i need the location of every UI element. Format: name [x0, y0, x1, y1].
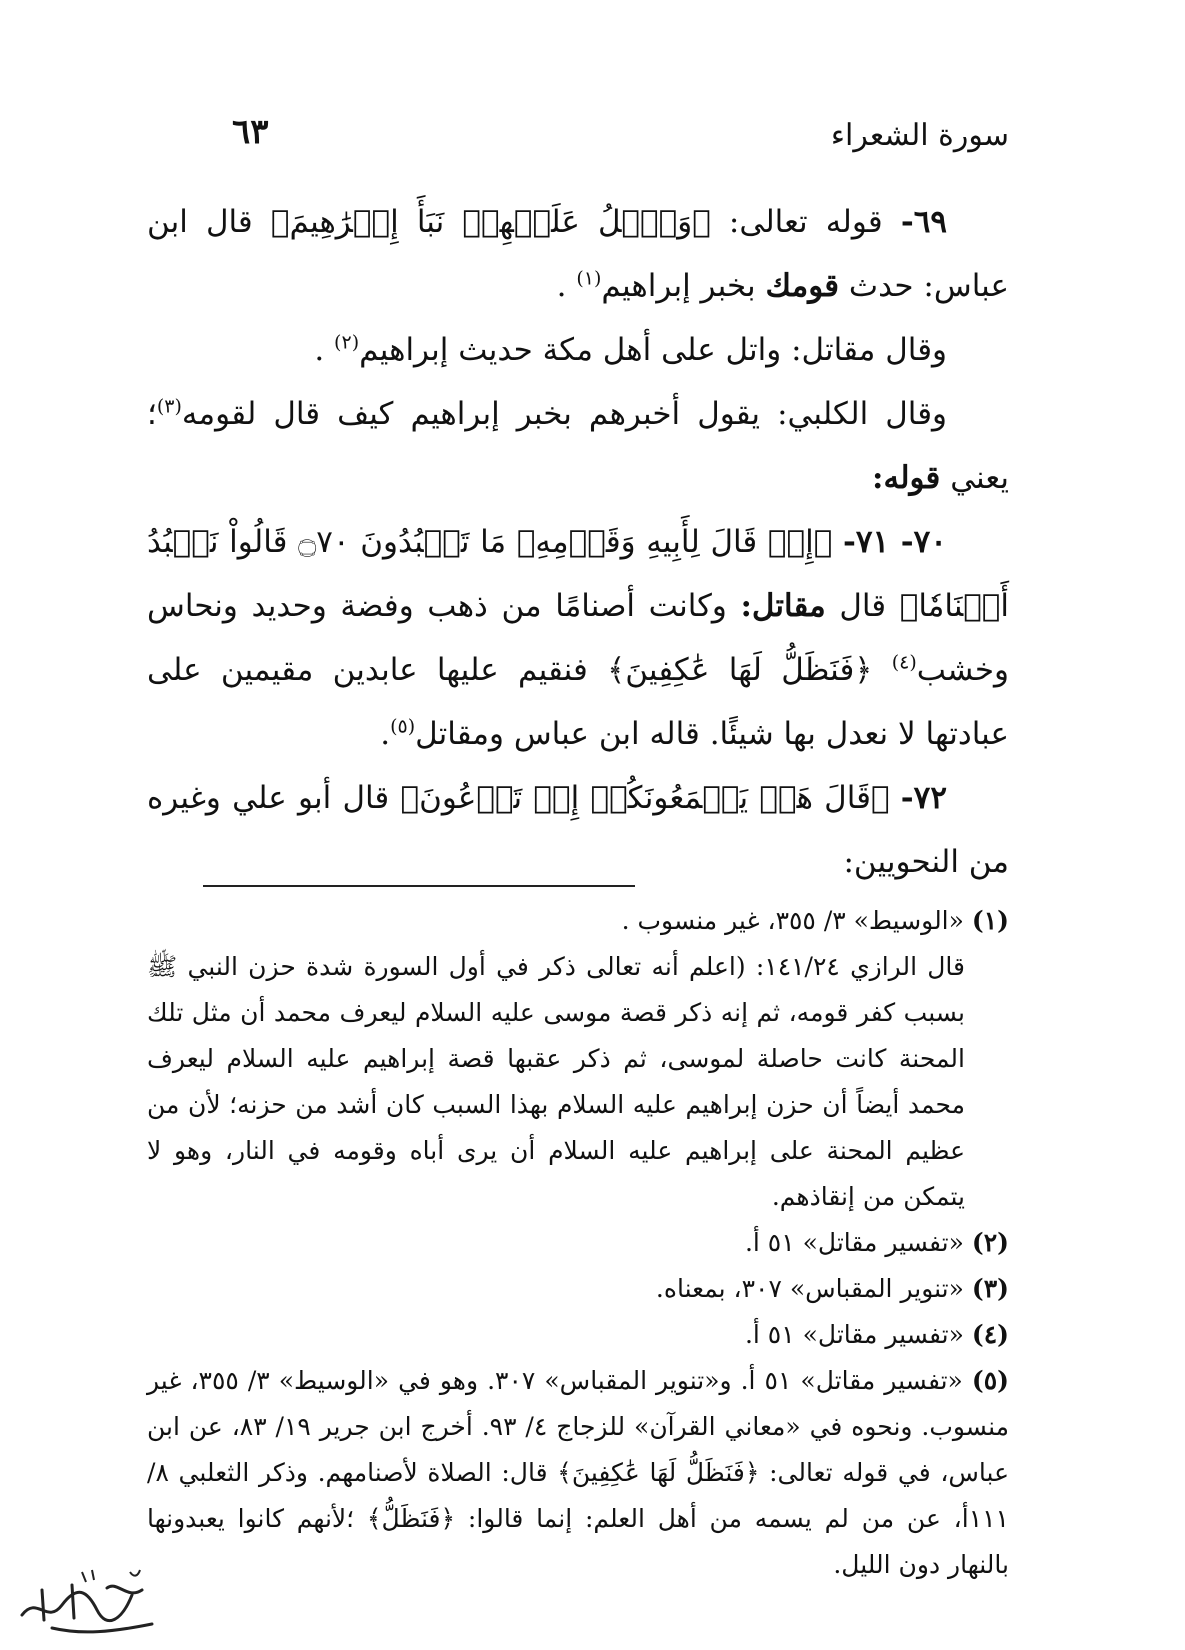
verse-number: ٧٢-: [900, 780, 947, 816]
footnote-1: [147, 898, 1009, 944]
text-run: ؛ يعني: [147, 396, 1009, 496]
footnote-number: (١): [971, 906, 1009, 935]
footnote-ref-4[interactable]: (٤): [891, 651, 917, 674]
text-run-bold: مقاتل:: [740, 588, 826, 624]
footnote-number: (٤): [971, 1320, 1009, 1349]
footnote-ref-5[interactable]: (٥): [390, 715, 416, 738]
verse-number: ٧٠- ٧١-: [843, 524, 947, 560]
footnote-text: «تفسير مقاتل» ٥١ أ.: [744, 1320, 972, 1349]
footnote-text: «تفسير مقاتل» ٥١ أ.: [744, 1228, 972, 1257]
footnote-4: [147, 1312, 1009, 1358]
text-run: قال: [825, 588, 900, 624]
text-run: .: [380, 716, 391, 752]
text-run: وكانت أصنامًا من ذهب وفضة وحديد ونحاس وخشب: [147, 588, 1009, 688]
text-run-bold: قومك: [765, 268, 840, 304]
verse-number: ٦٩-: [900, 204, 947, 240]
text-run: قوله تعالى:: [710, 204, 901, 240]
quran-quote: ﴿وَٱتۡلُ عَلَيۡهِمۡ نَبَأَ إِبۡرَٰهِيمَ﴾: [270, 204, 711, 240]
footnote-text: «الوسيط» ٣/ ٣٥٥، غير منسوب .: [621, 906, 972, 935]
footnote-2: [147, 1220, 1009, 1266]
paragraph-69: [147, 190, 1009, 318]
footnote-3: [147, 1266, 1009, 1312]
footnote-1-continuation: قال الرازي ١٤١/٢٤: (اعلم أنه تعالى ذكر في أول السورة شدة حزن النبي ﷺ بسبب كفر قومه، ثم إنه ذكر قصة موسى عليه السلام ليعرف محمد أن مثل تلك المحنة كانت حاصلة لموسى، ثم ذكر عقبها قصة إبراهيم عليه السلام ليعرف محمد أيضاً أن حزن إبراهيم عليه السلام بهذا السبب كان أشد من حزنه؛ لأن من عظيم المحنة على إبراهيم عليه السلام أن يرى أباه وقومه في النار، وهو لا يتمكن من إنقاذهم.: [147, 952, 965, 1211]
paragraph-72: [147, 766, 1009, 894]
footnote-number: (٣): [971, 1274, 1009, 1303]
footnote-number: (٢): [971, 1228, 1009, 1257]
footnote-ref-2[interactable]: (٢): [334, 331, 360, 354]
footnotes: [147, 898, 1009, 1588]
paragraph-muqatil: [147, 318, 1009, 382]
main-text: [147, 190, 1009, 894]
quran-quote: ﴿قَالَ هَلۡ يَسۡمَعُونَكُمۡ إِذۡ تَدۡعُونَ﴾: [400, 780, 901, 816]
text-run: .: [314, 332, 335, 368]
text-run: فنقيم عليها عابدين مقيمين على عبادتها لا نعدل بها شيئًا. قاله ابن عباس ومقاتل: [147, 652, 1009, 752]
footnote-5: [147, 1358, 1009, 1588]
footnote-text: «تنوير المقباس» ٣٠٧، بمعناه.: [655, 1274, 972, 1303]
text-run: قال أبو علي وغيره من النحويين:: [147, 780, 1009, 880]
quran-quote: ﴿إِذۡ قَالَ لِأَبِيهِ وَقَوۡمِهِۦ مَا تَعۡبُدُونَ ۝٧٠ قَالُواْ نَعۡبُدُ أَصۡنَامٗا﴾: [147, 524, 1010, 624]
text-run: وقال الكلبي: يقول أخبرهم بخبر إبراهيم كيف قال لقومه: [181, 396, 947, 432]
footnote-ref-1[interactable]: (١): [576, 267, 602, 290]
footnote-number: (٥): [971, 1366, 1010, 1395]
text-run: وقال مقاتل: واتل على أهل مكة حديث إبراهيم: [359, 332, 947, 368]
text-run: بخبر إبراهيم: [601, 268, 766, 304]
footnote-text: «تفسير مقاتل» ٥١ أ. و«تنوير المقباس» ٣٠٧. وهو في «الوسيط» ٣/ ٣٥٥، غير منسوب. ونحوه في «معاني القرآن» للزجاج ٤/ ٩٣. أخرج ابن جرير ١٩/ ٨٣، عن ابن عباس، في قوله تعالى: ﴿فَنَظَلُّ لَهَا عَٰكِفِينَ﴾ قال: الصلاة لأصنامهم. وذكر الثعلبي ٨/ ١١١أ، عن من لم يسمه من أهل العلم: إنما قالوا: ﴿فَنَظَلُّ﴾ ؛لأنهم كانوا يعبدونها بالنهار دون الليل.: [147, 1366, 1010, 1579]
calligraphy-stamp-logo: [12, 1560, 162, 1640]
text-run: .: [556, 268, 577, 304]
footnote-ref-3[interactable]: (٣): [156, 395, 182, 418]
surah-title: سورة الشعراء: [830, 118, 1009, 153]
text-run-bold: قوله:: [872, 460, 941, 496]
page-number: ٦٣: [232, 112, 269, 152]
quran-quote: ﴿فَنَظَلُّ لَهَا عَٰكِفِينَ﴾: [607, 652, 892, 688]
paragraph-70-71: [147, 510, 1009, 766]
footnote-divider: [203, 885, 635, 887]
paragraph-kalbi: [147, 382, 1009, 510]
text-run: قال ابن عباس: حدث: [147, 204, 1009, 304]
